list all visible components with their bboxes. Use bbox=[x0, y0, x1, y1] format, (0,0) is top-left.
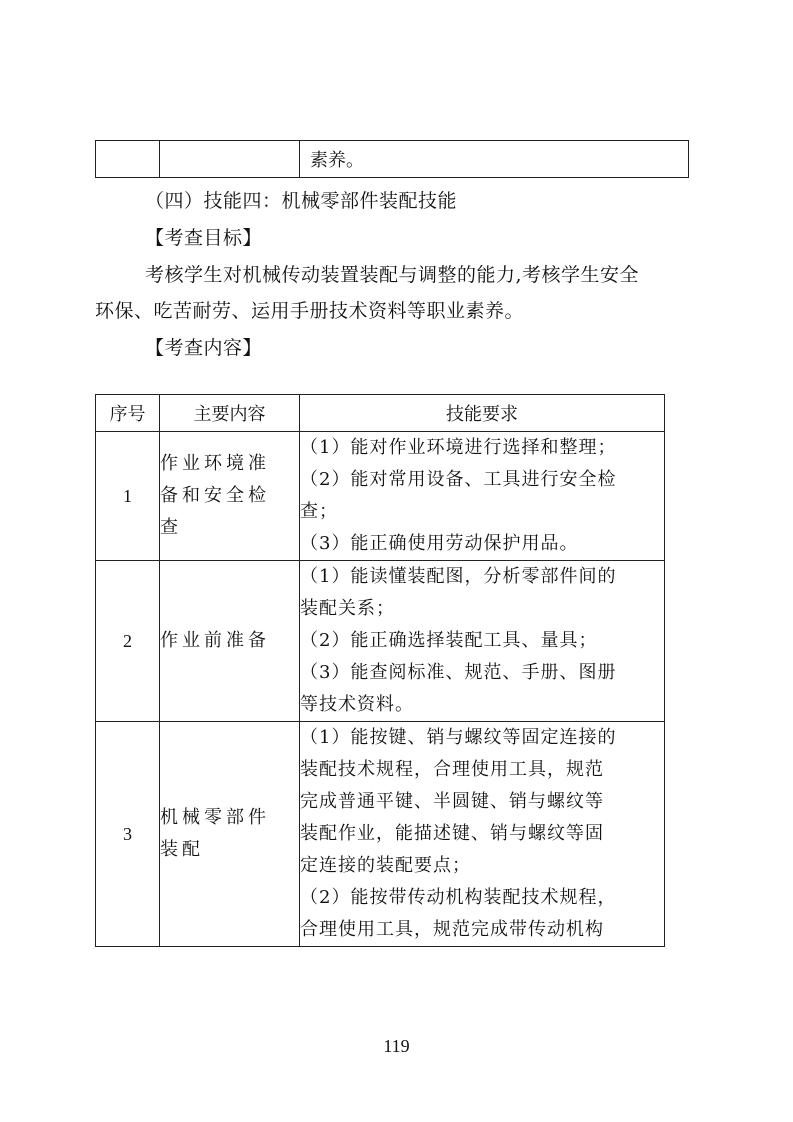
continued-table-fragment bbox=[95, 140, 689, 178]
content-line: 作业环境准 bbox=[160, 453, 270, 474]
requirement-line: （1）能按键、销与螺纹等固定连接的 bbox=[300, 727, 617, 748]
requirement-line: （1）能读懂装配图，分析零部件间的 bbox=[300, 566, 617, 587]
table-row bbox=[96, 432, 665, 561]
requirement-line: （1）能对作业环境进行选择和整理； bbox=[300, 437, 617, 458]
content-line: 机械零部件 bbox=[160, 807, 270, 828]
table-row bbox=[96, 722, 665, 947]
table-row bbox=[96, 141, 689, 178]
table-cell-text: 素养。 bbox=[300, 141, 689, 178]
objective-paragraph-line: 环保、吃苦耐劳、运用手册技术资料等职业素养。 bbox=[95, 300, 525, 322]
requirement-line: 等技术资料。 bbox=[300, 694, 414, 715]
row-number: 1 bbox=[96, 432, 160, 561]
table-row bbox=[96, 561, 665, 722]
page-number: 119 bbox=[383, 1036, 410, 1056]
content-line: 装配 bbox=[160, 839, 204, 860]
header-number: 序号 bbox=[96, 395, 160, 432]
row-requirements bbox=[300, 722, 665, 947]
table-header-row bbox=[96, 395, 665, 432]
requirement-line: 合理使用工具，规范完成带传动机构 bbox=[300, 919, 604, 940]
content-line: 备和安全检 bbox=[160, 485, 270, 506]
row-content bbox=[160, 722, 300, 947]
row-content bbox=[160, 432, 300, 561]
requirement-line: 完成普通平键、半圆键、销与螺纹等 bbox=[300, 791, 604, 812]
header-skill-requirements: 技能要求 bbox=[300, 395, 665, 432]
requirement-line: 装配技术规程，合理使用工具，规范 bbox=[300, 759, 604, 780]
requirement-line: （2）能对常用设备、工具进行安全检 bbox=[300, 469, 617, 490]
row-number: 2 bbox=[96, 561, 160, 722]
requirement-line: （3）能查阅标准、规范、手册、图册 bbox=[300, 662, 617, 683]
requirement-line: （2）能正确选择装配工具、量具； bbox=[300, 630, 598, 651]
content-line: 查 bbox=[160, 517, 182, 538]
row-number: 3 bbox=[96, 722, 160, 947]
table-cell-empty bbox=[160, 141, 300, 178]
requirement-line: 装配关系； bbox=[300, 598, 395, 619]
objective-heading: 【考查目标】 bbox=[145, 227, 263, 249]
requirement-line: （2）能按带传动机构装配技术规程， bbox=[300, 887, 617, 908]
content-line: 作业前准备 bbox=[160, 630, 270, 651]
content-heading: 【考查内容】 bbox=[145, 337, 263, 359]
requirement-line: （3）能正确使用劳动保护用品。 bbox=[300, 533, 579, 554]
requirement-line: 查； bbox=[300, 501, 338, 522]
header-main-content: 主要内容 bbox=[160, 395, 300, 432]
requirement-line: 装配作业，能描述键、销与螺纹等固 bbox=[300, 823, 604, 844]
skills-table bbox=[95, 394, 665, 947]
table-cell-empty bbox=[96, 141, 160, 178]
objective-paragraph-line: 考核学生对机械传动装置装配与调整的能力,考核学生安全 bbox=[145, 264, 640, 286]
row-requirements bbox=[300, 561, 665, 722]
row-requirements bbox=[300, 432, 665, 561]
requirement-line: 定连接的装配要点； bbox=[300, 855, 471, 876]
row-content bbox=[160, 561, 300, 722]
section-heading: （四）技能四：机械零部件装配技能 bbox=[145, 190, 458, 212]
